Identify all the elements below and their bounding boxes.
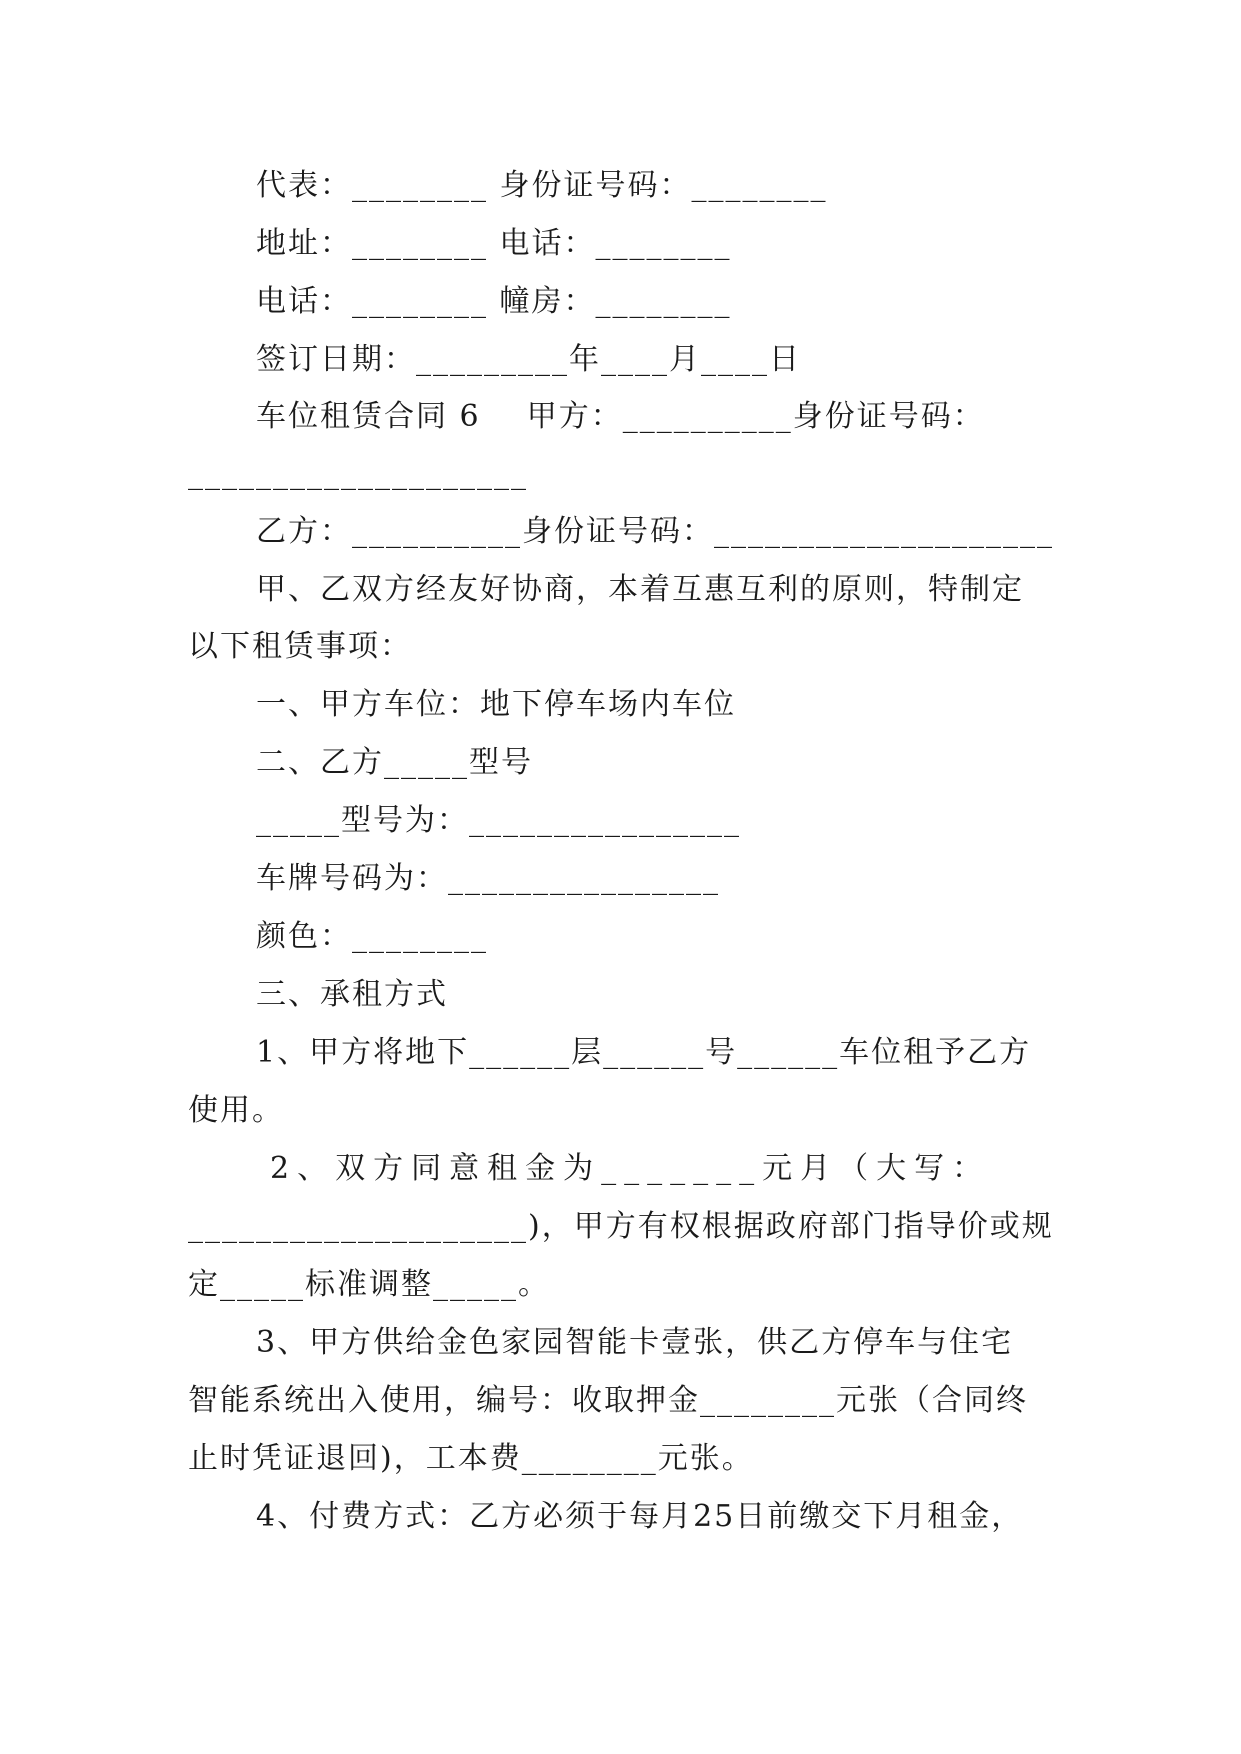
item-2-line-1: 2、双方同意租金为_______元月（大写： <box>270 1151 991 1186</box>
item-1-line-2: 使用。 <box>188 1093 284 1128</box>
clause-3-heading: 三、承租方式 <box>256 977 448 1012</box>
address-line: 地址：________ 电话：________ <box>256 226 732 261</box>
party-a-id-blank-line: ____________________ <box>188 456 528 491</box>
color-line: 颜色：________ <box>256 919 488 954</box>
item-1-line-1: 1、甲方将地下______层______号______车位租予乙方 <box>256 1035 1032 1070</box>
plate-number-line: 车牌号码为：________________ <box>256 861 720 896</box>
item-3-line-1: 3、甲方供给金色家园智能卡壹张，供乙方停车与住宅 <box>256 1325 1014 1360</box>
model-line: _____型号为：________________ <box>256 803 741 838</box>
preamble-line-1: 甲、乙双方经友好协商，本着互惠互利的原则，特制定 <box>256 572 1024 607</box>
item-3-line-2: 智能系统出入使用，编号：收取押金________元张（合同终 <box>188 1383 1028 1418</box>
item-4-line-1: 4、付费方式：乙方必须于每月25日前缴交下月租金， <box>256 1499 1024 1534</box>
signing-date-line: 签订日期：_________年____月____日 <box>256 342 801 377</box>
clause-1-line: 一、甲方车位：地下停车场内车位 <box>256 687 736 722</box>
phone-line: 电话：________ 幢房：________ <box>256 284 732 319</box>
party-b-line: 乙方：__________身份证号码：____________________ <box>256 514 1054 549</box>
preamble-line-2: 以下租赁事项： <box>188 629 412 664</box>
clause-2-line: 二、乙方_____型号 <box>256 745 533 780</box>
item-2-line-2: ____________________)，甲方有权根据政府部门指导价或规 <box>188 1209 1054 1244</box>
contract-title-party-a-line: 车位租赁合同 6 甲方：__________身份证号码： <box>256 399 985 434</box>
representative-line: 代表：________ 身份证号码：________ <box>256 168 828 203</box>
item-2-line-3: 定_____标准调整_____。 <box>188 1267 550 1302</box>
item-3-line-3: 止时凭证退回)，工本费________元张。 <box>188 1441 754 1476</box>
